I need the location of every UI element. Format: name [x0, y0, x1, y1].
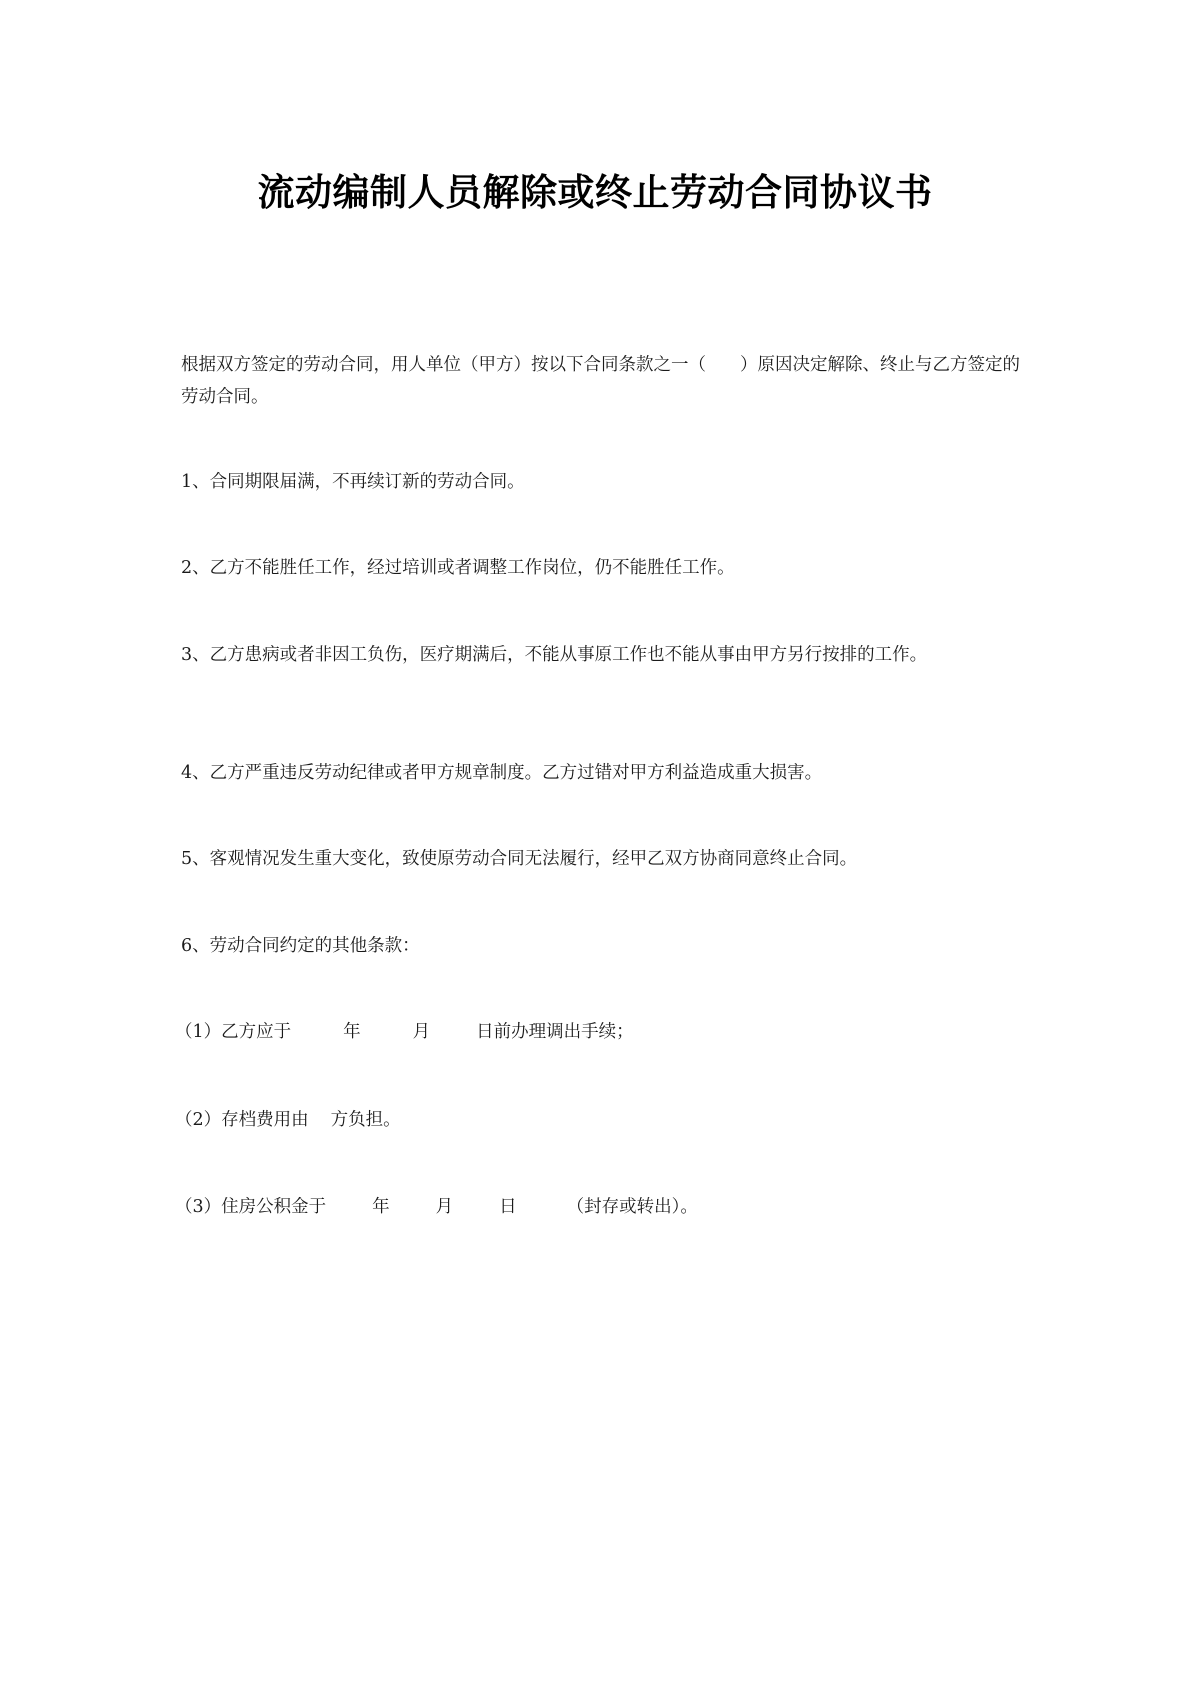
clause-4: 4、乙方严重违反劳动纪律或者甲方规章制度。乙方过错对甲方利益造成重大损害。	[181, 763, 823, 783]
sub-item-1-prefix: （1）乙方应于	[175, 1022, 292, 1042]
sub-item-3-month-label: 月	[435, 1197, 454, 1217]
clause-2: 2、乙方不能胜任工作，经过培训或者调整工作岗位，仍不能胜任工作。	[181, 558, 735, 578]
sub-item-3	[175, 1191, 1015, 1223]
clause-6: 6、劳动合同约定的其他条款：	[181, 936, 420, 956]
sub-item-3-prefix: （3）住房公积金于	[175, 1197, 327, 1217]
sub-item-2	[175, 1104, 1015, 1136]
sub-item-3-day-label: 日	[499, 1197, 517, 1217]
intro-text-end: ）原因决定解除、终止与乙方签定的劳动合同。	[181, 355, 1020, 407]
clause-1: 1、合同期限届满，不再续订新的劳动合同。	[181, 472, 525, 492]
sub-item-3-suffix: （封存或转出）。	[566, 1197, 698, 1217]
intro-text-start: 根据双方签定的劳动合同，用人单位（甲方）按以下合同条款之一（	[181, 355, 706, 375]
document-title: 流动编制人员解除或终止劳动合同协议书	[257, 170, 933, 214]
clause-3: 3、乙方患病或者非因工负伤，医疗期满后，不能从事原工作也不能从事由甲方另行按排的工作。	[181, 645, 928, 665]
clause-5: 5、客观情况发生重大变化，致使原劳动合同无法履行，经甲乙双方协商同意终止合同。	[181, 849, 858, 869]
sub-item-3-year-label: 年	[372, 1197, 390, 1217]
sub-item-1-month-label: 月	[412, 1022, 431, 1042]
sub-item-1-year-label: 年	[343, 1022, 361, 1042]
sub-item-1-suffix: 日前办理调出手续；	[476, 1022, 634, 1042]
sub-item-2-prefix: （2）存档费用由	[175, 1110, 309, 1130]
intro-paragraph	[181, 349, 1021, 413]
sub-item-1	[175, 1016, 1015, 1048]
sub-item-2-suffix: 方负担。	[330, 1110, 401, 1130]
